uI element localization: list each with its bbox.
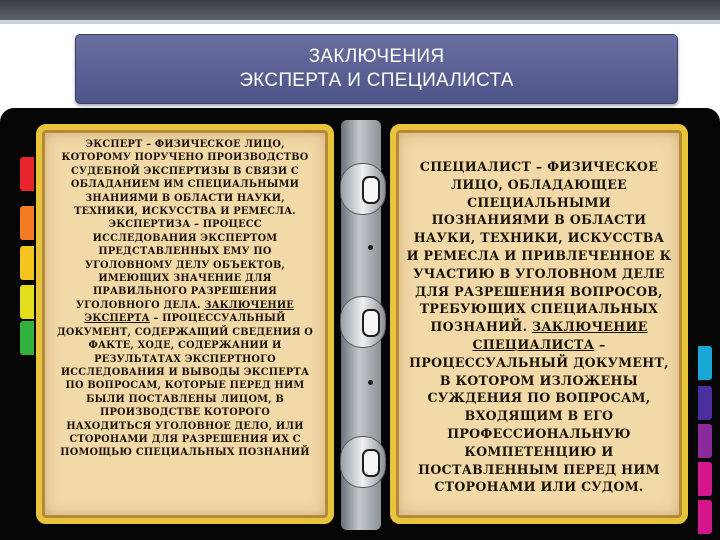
window-top-bar <box>0 0 720 20</box>
left-tab-green <box>20 321 34 355</box>
right-page-specialist <box>390 124 688 524</box>
specialist-conclusion-definition: – ПРОЦЕССУАЛЬНЫЙ ДОКУМЕНТ, В КОТОРОМ ИЗЛОЖЕНЫ СУЖДЕНИЯ ПО ВОПРОСАМ, ВХОДЯЩИМ В ЕГО ПРОФЕССИОНАЛЬНУЮ КОМПЕТЕНЦИЮ И ПОСТАВЛЕННЫМ ПЕРЕД НИМ СТОРОНАМИ ИЛИ СУДОМ. <box>409 336 669 495</box>
expert-definitions <box>56 138 314 460</box>
left-tab-red <box>20 157 34 191</box>
specialist-definitions <box>406 158 672 496</box>
left-tab-orange <box>20 206 34 240</box>
binder-ring-3 <box>362 449 380 477</box>
expertise-definition: ЭКСПЕРТИЗА – ПРОЦЕСС ИССЛЕДОВАНИЯ ЭКСПЕРТОМ ПРЕДСТАВЛЕННЫХ ЕМУ ПО УГОЛОВНОМУ ДЕЛУ ОБЪЕКТОВ, ИМЕЮЩИХ ЗНАЧЕНИЕ ДЛЯ ПРАВИЛЬНОГО РАЗРЕШЕНИЯ УГОЛОВНОГО ДЕЛА. <box>76 219 286 311</box>
binder-ring-1 <box>362 176 380 204</box>
left-tab-light-yellow <box>20 285 34 319</box>
title-line-1: ЗАКЛЮЧЕНИЯ <box>308 46 445 67</box>
right-tab-cyan <box>698 346 712 380</box>
specialist-conclusion-term: ЗАКЛЮЧЕНИЕ СПЕЦИАЛИСТА <box>472 319 648 352</box>
expert-definition: ЭКСПЕРТ – ФИЗИЧЕСКОЕ ЛИЦО, КОТОРОМУ ПОРУЧЕНО ПРОИЗВОДСТВО СУДЕБНОЙ ЭКСПЕРТИЗЫ В СВЯЗИ С ОБЛАДАНИЕМ ИМ СПЕЦИАЛЬНЫМИ ЗНАНИЯМИ В ОБЛАСТИ НАУКИ, ТЕХНИКИ, ИСКУССТВА И РЕМЕСЛА. <box>61 139 309 218</box>
specialist-definition: СПЕЦИАЛИСТ – ФИЗИЧЕСКОЕ ЛИЦО, ОБЛАДАЮЩЕЕ СПЕЦИАЛЬНЫМИ ПОЗНАНИЯМИ В ОБЛАСТИ НАУКИ, ТЕХНИКИ, ИСКУССТВА И РЕМЕСЛА И ПРИВЛЕЧЕННОЕ К УЧАСТИЮ В УГОЛОВНОМ ДЕЛЕ ДЛЯ РАЗРЕШЕНИЯ ВОПРОСОВ, ТРЕБУЮЩИХ СПЕЦИАЛЬНЫХ ПОЗНАНИЙ. <box>406 159 672 335</box>
expert-conclusion-term: ЗАКЛЮЧЕНИЕ ЭКСПЕРТА <box>84 299 294 325</box>
right-tab-purple <box>698 424 712 458</box>
title-line-2: ЭКСПЕРТА И СПЕЦИАЛИСТА <box>239 70 514 91</box>
expert-conclusion-definition: – ПРОЦЕССУАЛЬНЫЙ ДОКУМЕНТ, СОДЕРЖАЩИЙ СВЕДЕНИЯ О ФАКТЕ, ХОДЕ, СОДЕРЖАНИИ И РЕЗУЛЬТАТАХ ЭКСПЕРТНОГО ИССЛЕДОВАНИЯ И ВЫВОДЫ ЭКСПЕРТА ПО ВОПРОСАМ, КОТОРЫЕ ПЕРЕД НИМ БЫЛИ ПОСТАВЛЕНЫ ЛИЦОМ, В ПРОИЗВОДСТВЕ КОТОРОГО НАХОДИТЬСЯ УГОЛОВНОЕ ДЕЛО, ИЛИ СТОРОНАМИ ДЛЯ РАЗРЕШЕНИЯ ИХ С ПОМОЩЬЮ СПЕЦИАЛЬНЫХ ПОЗНАНИЙ <box>56 313 314 459</box>
right-tab-pink <box>698 500 712 534</box>
binder-hole-2 <box>368 380 373 385</box>
left-page-expert <box>36 124 334 524</box>
left-tab-yellow <box>20 246 34 280</box>
top-accent-line <box>0 20 720 24</box>
binder-hole-1 <box>368 245 373 250</box>
binder-ring-2 <box>362 309 380 337</box>
slide-title <box>75 34 678 104</box>
right-tab-magenta <box>698 462 712 496</box>
right-tab-indigo <box>698 386 712 420</box>
